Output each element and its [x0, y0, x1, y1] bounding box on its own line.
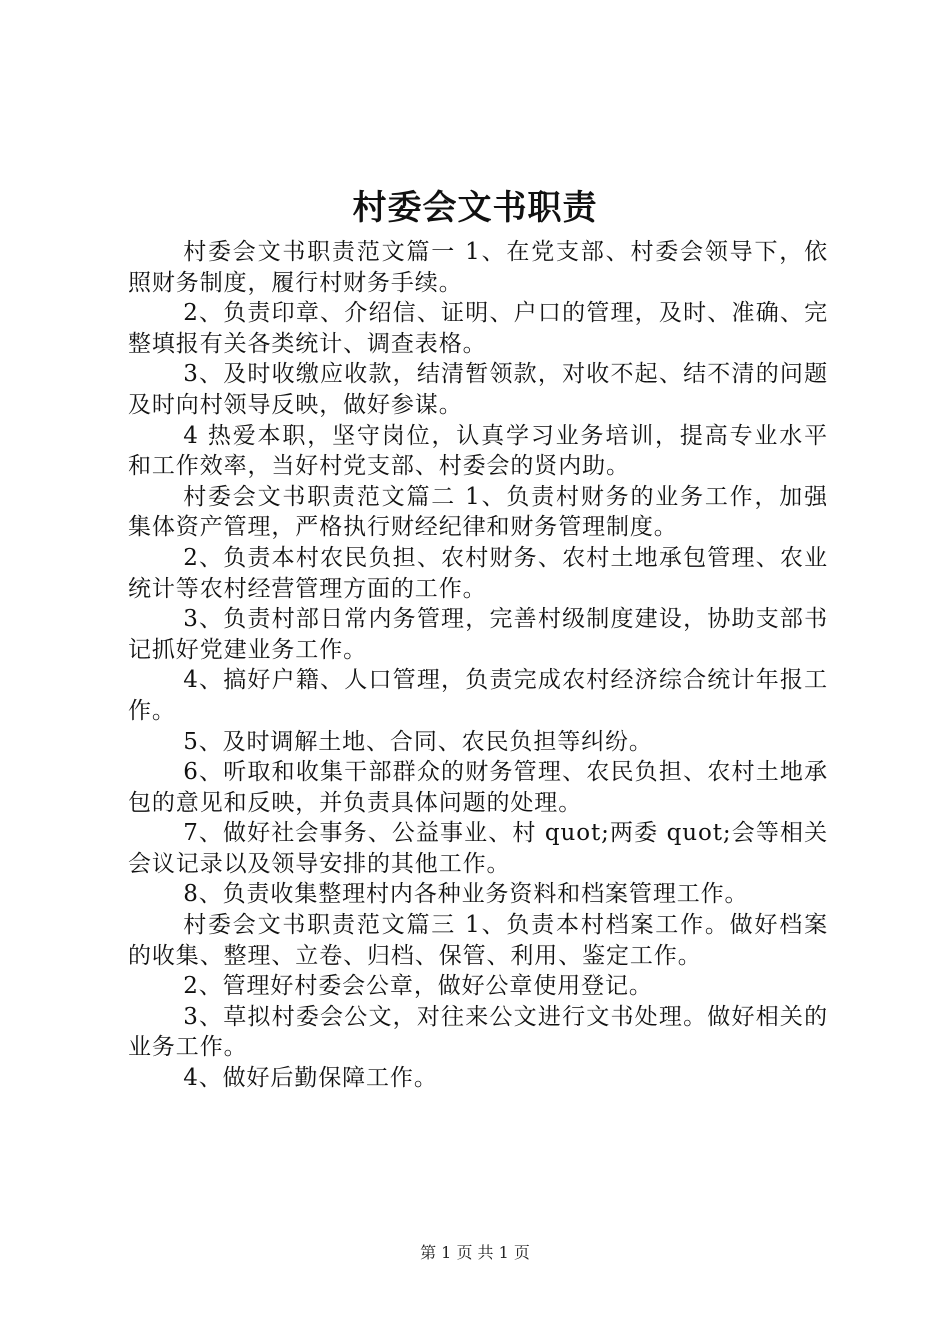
paragraph: 村委会文书职责范文篇二 1、负责村财务的业务工作，加强集体资产管理，严格执行财经纪律和财务管理制度。 [128, 483, 828, 541]
paragraph: 4 热爱本职，坚守岗位，认真学习业务培训，提高专业水平和工作效率，当好村党支部、村委会的贤内助。 [128, 422, 828, 480]
paragraph: 8、负责收集整理村内各种业务资料和档案管理工作。 [183, 881, 749, 908]
paragraph: 7、做好社会事务、公益事业、村 quot;两委 quot;会等相关会议记录以及领导安排的其他工作。 [128, 820, 828, 877]
paragraph: 4、做好后勤保障工作。 [183, 1065, 438, 1092]
document-title: 村委会文书职责 [352, 188, 598, 228]
paragraph: 2、负责印章、介绍信、证明、户口的管理，及时、准确、完整填报有关各类统计、调查表格。 [128, 300, 828, 357]
paragraph: 3、及时收缴应收款，结清暂领款，对收不起、结不清的问题及时向村领导反映，做好参谋。 [128, 361, 828, 418]
paragraph: 3、负责村部日常内务管理，完善村级制度建设，协助支部书记抓好党建业务工作。 [128, 606, 828, 663]
paragraph: 5、及时调解土地、合同、农民负担等纠纷。 [183, 728, 653, 755]
page-footer: 第 1 页 共 1 页 [420, 1243, 530, 1262]
paragraph: 2、负责本村农民负担、农村财务、农村土地承包管理、农业统计等农村经营管理方面的工作。 [128, 544, 828, 602]
document-body [128, 237, 828, 1094]
paragraph: 村委会文书职责范文篇一 1、在党支部、村委会领导下，依照财务制度，履行村财务手续。 [128, 239, 828, 296]
paragraph: 3、草拟村委会公文，对往来公文进行文书处理。做好相关的业务工作。 [128, 1003, 828, 1061]
paragraph: 6、听取和收集干部群众的财务管理、农民负担、农村土地承包的意见和反映，并负责具体问题的处理。 [128, 759, 828, 816]
paragraph: 2、管理好村委会公章，做好公章使用登记。 [183, 973, 653, 1000]
paragraph: 4、搞好户籍、人口管理，负责完成农村经济综合统计年报工作。 [128, 667, 828, 724]
paragraph: 村委会文书职责范文篇三 1、负责本村档案工作。做好档案的收集、整理、立卷、归档、保管、利用、鉴定工作。 [128, 912, 828, 969]
